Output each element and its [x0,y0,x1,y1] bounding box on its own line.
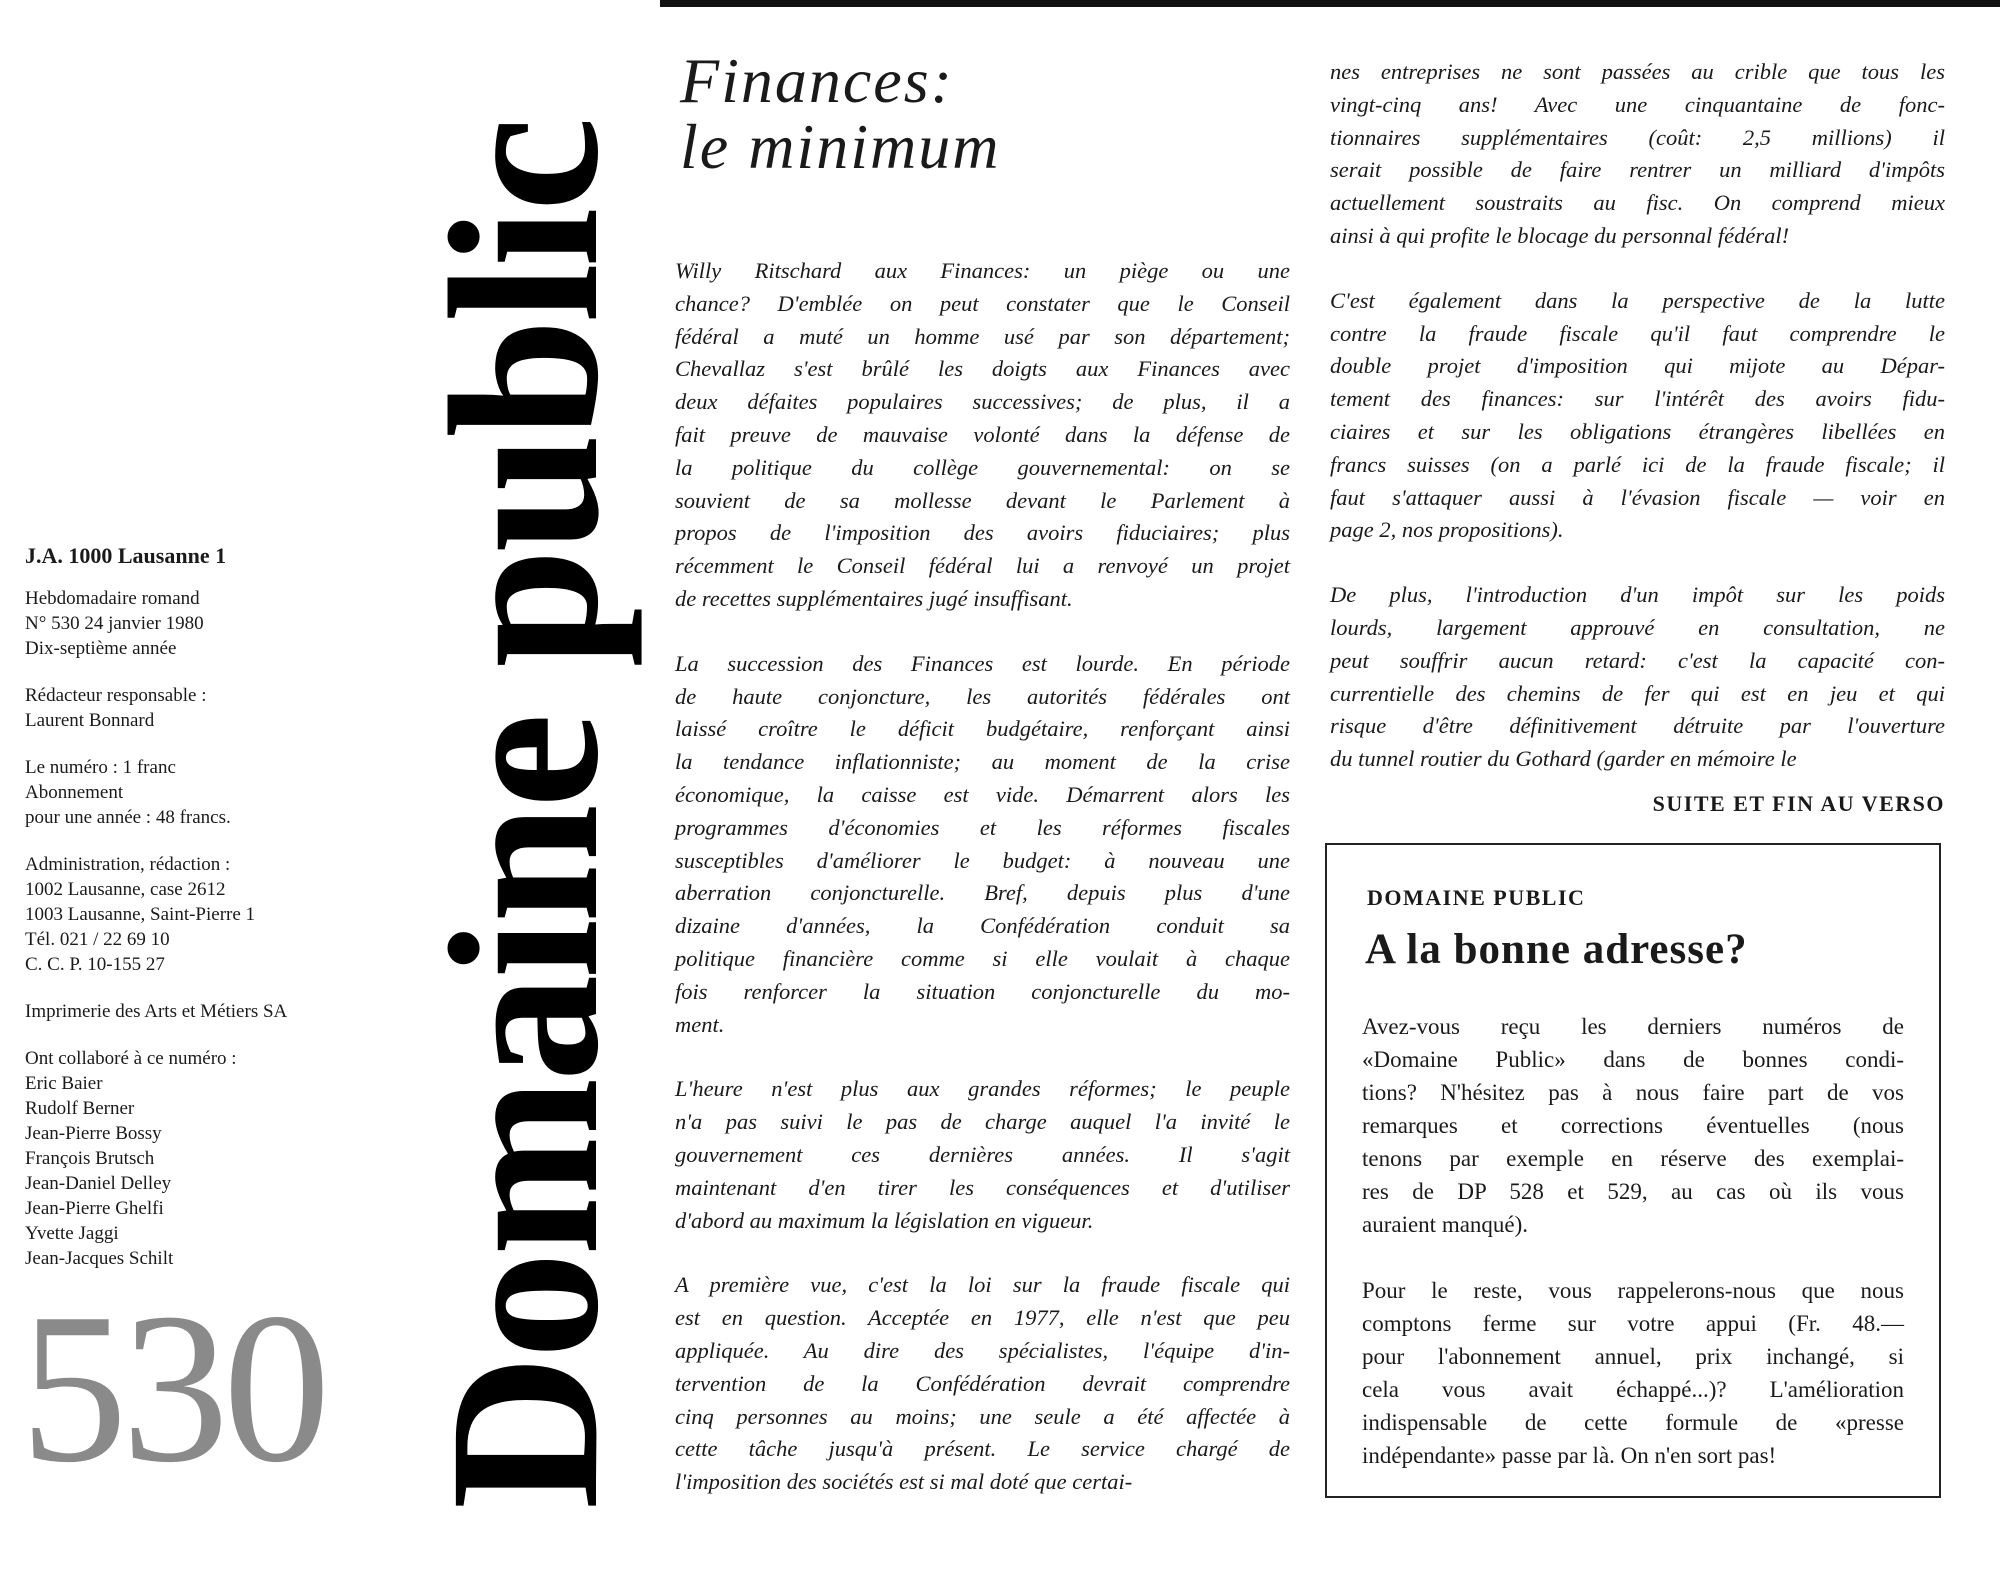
paragraph [675,1269,1290,1499]
info-line: Laurent Bonnard [25,710,155,731]
text-line: tions? N'hésitez pas à nous faire part de vos [1362,1080,1904,1105]
article-column-2 [1330,56,1945,808]
text-line: tionnaires supplémentaires (coût: 2,5 millions) il [1330,124,1945,150]
paragraph [675,255,1290,616]
text-line: pour l'abonnement annuel, prix inchangé, si [1362,1344,1904,1369]
paragraph [675,648,1290,1042]
text-line: l'imposition des sociétés est si mal doté que certai- [675,1469,1133,1495]
info-line: Hebdomadaire romand [25,588,200,609]
text-line: Avez-vous reçu les derniers numéros de [1362,1014,1904,1039]
text-line: dizaine d'années, la Confédération conduit sa [675,913,1290,939]
text-line: tervention de la Confédération devrait comprendre [675,1370,1290,1396]
notice-box [1325,843,1941,1498]
publication-details [25,586,345,661]
contributors-label: Ont collaboré à ce numéro : [25,1048,237,1069]
text-line: contre la fraude fiscale qu'il faut comprendre le [1330,320,1945,346]
text-line: de haute conjoncture, les autorités fédérales ont [675,683,1290,709]
text-line: cela vous avait échappé...)? L'amélioration [1362,1377,1904,1402]
contributors-list [25,1046,345,1271]
administration-info [25,852,345,977]
text-line: tement des finances: sur l'intérêt des avoirs fidu- [1330,386,1945,412]
article-headline [680,45,1200,182]
text-line: cinq personnes au moins; une seule a été affectée à [675,1403,1290,1429]
continued-notice: SUITE ET FIN AU VERSO [1652,791,1945,816]
text-line: laissé croître le déficit budgétaire, renforçant ainsi [675,716,1290,742]
text-line: vingt-cinq ans! Avec une cinquantaine de fonc- [1330,91,1945,117]
info-line: 1003 Lausanne, Saint-Pierre 1 [25,904,256,925]
text-line: double projet d'imposition qui mijote au Dépar- [1330,353,1945,379]
text-line: faut s'attaquer aussi à l'évasion fiscale — voir en [1330,484,1945,510]
text-line: propos de l'imposition des avoirs fiduciaires; plus [675,520,1290,546]
text-line: cette tâche jusqu'à présent. Le service chargé de [675,1436,1290,1462]
info-line: Le numéro : 1 franc [25,757,176,778]
text-line: «Domaine Public» dans de bonnes condi- [1362,1047,1904,1072]
text-line: page 2, nos propositions). [1330,517,1564,543]
masthead-title: Domaine public [406,120,643,1510]
text-line: A première vue, c'est la loi sur la fraude fiscale qui [675,1272,1290,1298]
contributor: Yvette Jaggi [25,1223,119,1244]
contributor: Rudolf Berner [25,1098,135,1119]
text-line: fois renforcer la situation conjoncturelle du mo- [675,978,1290,1004]
text-line: ainsi à qui profite le blocage du personnal fédéral! [1330,222,1790,248]
text-line: du tunnel routier du Gothard (garder en mémoire le [1330,746,1797,772]
text-line: res de DP 528 et 529, au cas où ils vous [1362,1179,1904,1204]
text-line: économique, la caisse est vide. Démarrent alors les [675,781,1290,807]
text-line: fédéral a muté un homme usé par son département; [675,323,1290,349]
info-line: Tél. 021 / 22 69 10 [25,929,170,950]
notice-body [1362,1010,1904,1505]
info-line: Administration, rédaction : [25,854,231,875]
publication-info [25,543,345,1293]
text-line: récemment le Conseil fédéral lui a renvoyé un projet [675,553,1290,579]
text-line: Pour le reste, vous rappelerons-nous que nous [1362,1278,1904,1303]
text-line: fait preuve de mauvaise volonté dans la défense de [675,421,1290,447]
info-line: Abonnement [25,782,124,803]
paragraph [1330,56,1945,253]
postal-mark: J.A. 1000 Lausanne 1 [25,543,227,568]
text-line: est en question. Acceptée en 1977, elle n'est que peu [675,1305,1290,1331]
paragraph [675,1073,1290,1237]
contributor: Jean-Pierre Ghelfi [25,1198,164,1219]
notice-kicker: DOMAINE PUBLIC [1367,885,1586,910]
text-line: d'abord au maximum la législation en vigueur. [675,1207,1094,1233]
info-line: Rédacteur responsable : [25,685,207,706]
headline-line: le minimum [680,111,1001,182]
text-line: C'est également dans la perspective de la lutte [1330,287,1945,313]
paragraph [1362,1010,1904,1241]
paragraph [1330,285,1945,547]
text-line: Willy Ritschard aux Finances: un piège ou une [675,258,1290,283]
info-line: Dix-septième année [25,638,177,659]
contributor: Jean-Jacques Schilt [25,1248,174,1269]
text-line: serait possible de faire rentrer un milliard d'impôts [1330,157,1945,183]
text-line: chance? D'emblée on peut constater que le Conseil [675,290,1290,316]
text-line: La succession des Finances est lourde. En période [675,650,1290,676]
paragraph [1330,579,1945,776]
text-line: Chevallaz s'est brûlé les doigts aux Finances avec [675,356,1290,382]
text-line: remarques et corrections éventuelles (nous [1362,1113,1904,1138]
text-line: deux défaites populaires successives; de plus, il a [675,389,1290,415]
text-line: programmes d'économies et les réformes fiscales [675,814,1290,840]
contributor: Eric Baier [25,1073,103,1094]
info-line: C. C. P. 10-155 27 [25,954,165,975]
printer-info [25,999,345,1024]
editor-info [25,683,345,733]
text-line: risque d'être définitivement détruite par l'ouverture [1330,713,1945,739]
text-line: lourds, largement approuvé en consultation, ne [1330,614,1945,640]
paragraph [1362,1274,1904,1472]
text-line: politique financière comme si elle voulait à chaque [675,945,1290,971]
text-line: ment. [675,1011,725,1037]
text-line: nes entreprises ne sont passées au crible que tous les [1330,59,1945,84]
text-line: appliquée. Au dire des spécialistes, l'équipe d'in- [675,1337,1290,1363]
text-line: auraient manqué). [1362,1212,1529,1237]
text-line: ciaires et sur les obligations étrangères libellées en [1330,418,1945,444]
text-line: peut souffrir aucun retard: c'est la capacité con- [1330,647,1945,673]
text-line: de recettes supplémentaires jugé insuffisant. [675,585,1073,611]
notice-title: A la bonne adresse? [1365,926,1748,973]
price-info [25,755,345,830]
article-column-1 [675,255,1290,1531]
text-line: currentielle des chemins de fer qui est en jeu et qui [1330,680,1945,706]
text-line: indispensable de cette formule de «presse [1362,1410,1904,1435]
masthead-area [406,120,643,1510]
text-line: francs suisses (on a parlé ici de la fraude fiscale; il [1330,451,1945,477]
info-line: N° 530 24 janvier 1980 [25,613,204,634]
info-line: Imprimerie des Arts et Métiers SA [25,1001,288,1022]
issue-number: 530 [20,1268,325,1507]
text-line: la politique du collège gouvernemental: on se [675,454,1290,480]
top-rule [660,0,2000,7]
text-line: indépendante» passe par là. On n'en sort pas! [1362,1443,1777,1468]
text-line: maintenant d'en tirer les conséquences et d'utiliser [675,1174,1290,1200]
text-line: la tendance inflationniste; au moment de la crise [675,749,1290,775]
headline-line: Finances: [680,45,954,116]
text-line: gouvernement ces dernières années. Il s'agit [675,1141,1290,1167]
info-line: 1002 Lausanne, case 2612 [25,879,226,900]
text-line: souvient de sa mollesse devant le Parlement à [675,487,1290,513]
text-line: aberration conjoncturelle. Bref, depuis plus d'une [675,880,1290,906]
info-line: pour une année : 48 francs. [25,807,231,828]
text-line: susceptibles d'améliorer le budget: à nouveau une [675,847,1290,873]
contributor: Jean-Daniel Delley [25,1173,172,1194]
text-line: n'a pas suivi le pas de charge auquel l'a invité le [675,1109,1290,1135]
text-line: comptons ferme sur votre appui (Fr. 48.— [1362,1311,1904,1336]
text-line: De plus, l'introduction d'un impôt sur les poids [1330,582,1945,608]
text-line: tenons par exemple en réserve des exemplai- [1362,1146,1904,1171]
text-line: actuellement soustraits au fisc. On comprend mieux [1330,190,1945,216]
contributor: François Brutsch [25,1148,155,1169]
contributor: Jean-Pierre Bossy [25,1123,162,1144]
text-line: L'heure n'est plus aux grandes réformes; le peuple [675,1076,1290,1102]
